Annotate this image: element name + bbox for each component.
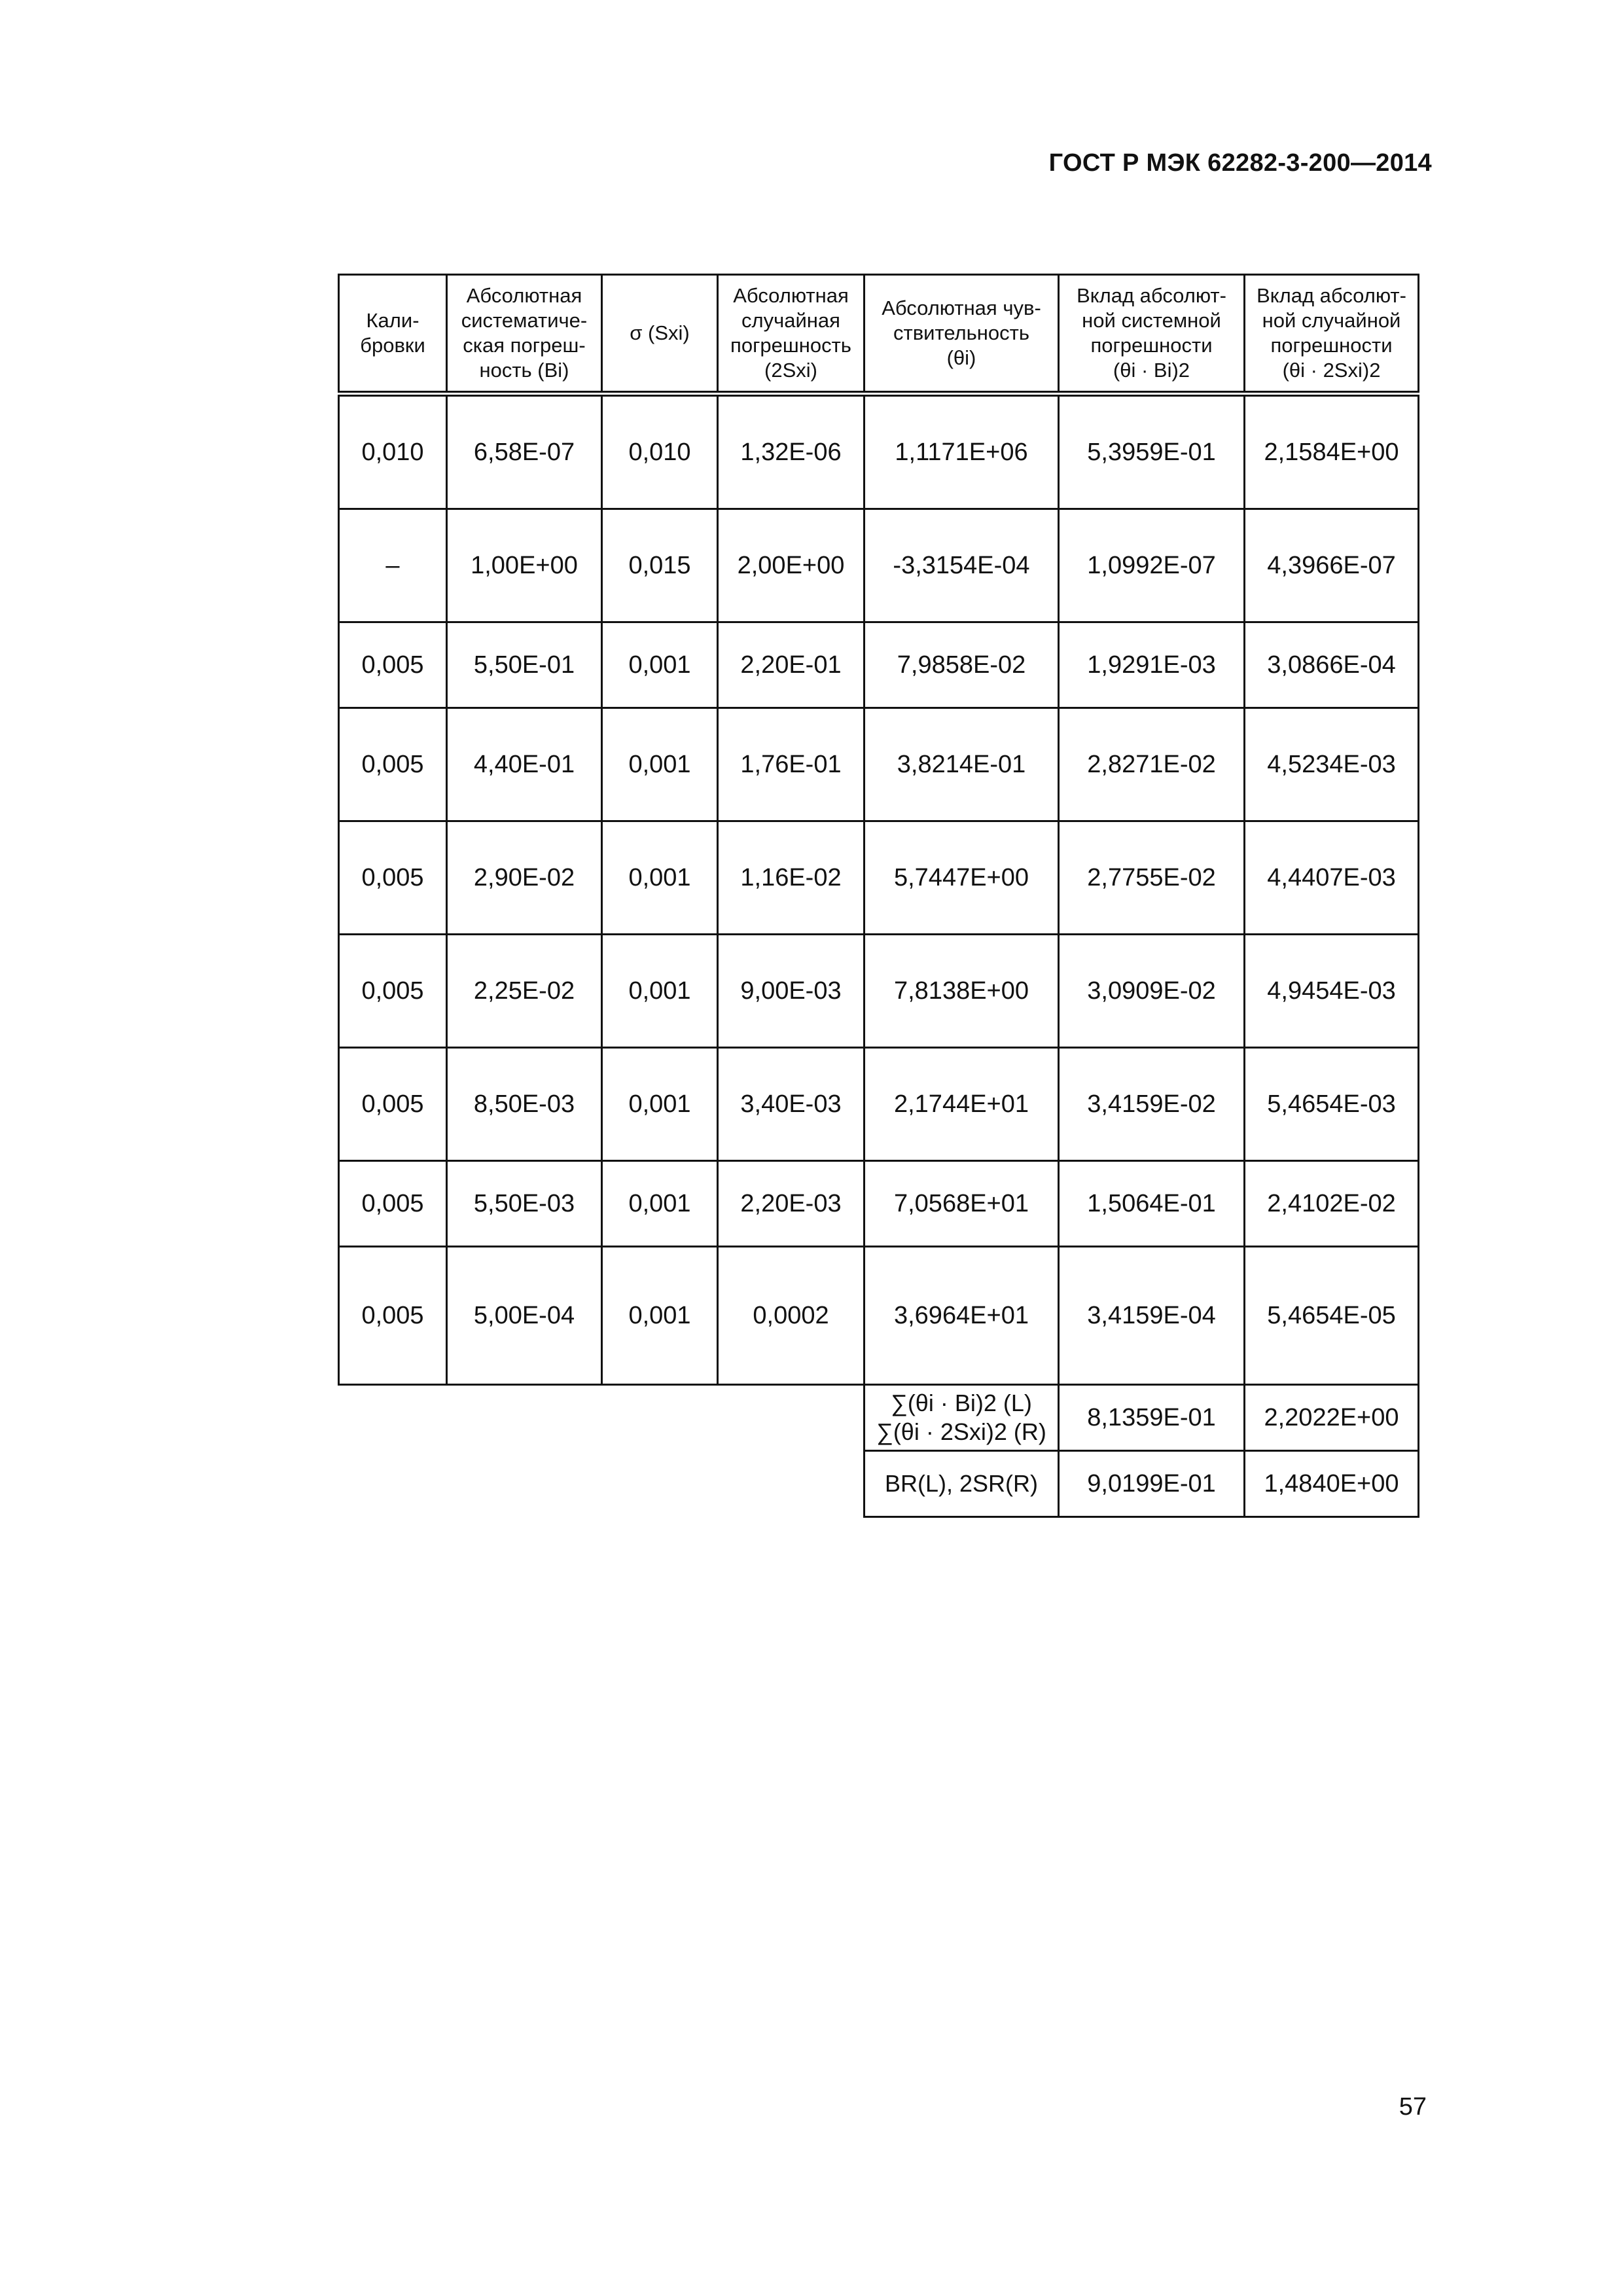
column-header — [865, 275, 1059, 394]
column-header-line: Кали- — [366, 309, 419, 332]
table-body — [339, 275, 1419, 1517]
column-header-line: погрешность — [730, 334, 851, 357]
table-cell: 0,005 — [339, 821, 447, 935]
column-header-line: ность (Bi) — [479, 359, 569, 382]
table-cell: 1,16E-02 — [718, 821, 865, 935]
column-header-line: ствительность — [893, 321, 1029, 344]
table-row — [339, 1048, 1419, 1161]
table-cell: 0,001 — [602, 1161, 718, 1247]
column-header-line: (2Sxi) — [764, 359, 817, 382]
table-cell: 3,0909E-02 — [1059, 935, 1245, 1048]
summary-value: 8,1359E-01 — [1059, 1385, 1245, 1451]
table-cell: 0,0002 — [718, 1247, 865, 1385]
table-cell: 2,4102E-02 — [1245, 1161, 1419, 1247]
table-cell: 5,4654E-03 — [1245, 1048, 1419, 1161]
column-header-line: случайная — [741, 309, 840, 332]
table-cell: 1,0992E-07 — [1059, 509, 1245, 622]
column-header — [1245, 275, 1419, 394]
column-header-line: бровки — [360, 334, 425, 357]
table-cell: 7,8138E+00 — [865, 935, 1059, 1048]
table-row — [339, 1161, 1419, 1247]
column-header-line: ной случайной — [1262, 309, 1401, 332]
summary-blank — [339, 1451, 865, 1517]
table-cell: 2,7755E-02 — [1059, 821, 1245, 935]
table-cell: 4,4407E-03 — [1245, 821, 1419, 935]
column-header-line: систематиче- — [461, 309, 588, 332]
table-cell: – — [339, 509, 447, 622]
table-cell: 0,005 — [339, 1247, 447, 1385]
table-cell: 2,00E+00 — [718, 509, 865, 622]
table-cell: 1,1171E+06 — [865, 394, 1059, 509]
table-cell: 0,005 — [339, 935, 447, 1048]
table-cell: 5,50E-03 — [447, 1161, 602, 1247]
table-cell: 1,76E-01 — [718, 708, 865, 821]
document-header: ГОСТ Р МЭК 62282-3-200—2014 — [1048, 149, 1432, 177]
table-cell: 3,0866E-04 — [1245, 622, 1419, 708]
table-row — [339, 394, 1419, 509]
table-cell: 0,001 — [602, 1247, 718, 1385]
column-header-line: Абсолютная — [733, 284, 849, 307]
table-cell: 2,25E-02 — [447, 935, 602, 1048]
calibration-data-table — [338, 274, 1419, 1518]
table-cell: 5,50E-01 — [447, 622, 602, 708]
table-cell: 5,4654E-05 — [1245, 1247, 1419, 1385]
table-cell: 0,001 — [602, 935, 718, 1048]
table-cell: 0,001 — [602, 1048, 718, 1161]
table-cell: 0,010 — [339, 394, 447, 509]
column-header — [718, 275, 865, 394]
table-cell: 0,001 — [602, 622, 718, 708]
table-cell: 0,005 — [339, 1048, 447, 1161]
column-header — [1059, 275, 1245, 394]
summary-label-line: ∑(θi · Bi)2 (L) — [891, 1390, 1032, 1416]
column-header — [602, 275, 718, 394]
column-header-line: ская погреш- — [463, 334, 586, 357]
table-cell: 0,001 — [602, 708, 718, 821]
column-header-line: ной системной — [1082, 309, 1221, 332]
table-cell: 8,50E-03 — [447, 1048, 602, 1161]
table-cell: 0,001 — [602, 821, 718, 935]
table-cell: 3,6964E+01 — [865, 1247, 1059, 1385]
table-cell: 2,90E-02 — [447, 821, 602, 935]
table-row — [339, 821, 1419, 935]
summary-value: 2,2022E+00 — [1245, 1385, 1419, 1451]
column-header-line: (θi · 2Sxi)2 — [1282, 359, 1381, 382]
table-cell: 0,005 — [339, 622, 447, 708]
column-header-line: погрешности — [1270, 334, 1393, 357]
column-header-line: погрешности — [1090, 334, 1213, 357]
table-cell: 4,40E-01 — [447, 708, 602, 821]
summary-label-line: BR(L), 2SR(R) — [884, 1470, 1039, 1497]
table-cell: 1,32E-06 — [718, 394, 865, 509]
page-number: 57 — [1399, 2093, 1427, 2121]
column-header-line: Абсолютная чув- — [882, 296, 1041, 319]
table-cell: 9,00E-03 — [718, 935, 865, 1048]
table-row — [339, 708, 1419, 821]
table-cell: 5,7447E+00 — [865, 821, 1059, 935]
table-cell: 2,20E-03 — [718, 1161, 865, 1247]
table-cell: 2,20E-01 — [718, 622, 865, 708]
table-cell: 0,015 — [602, 509, 718, 622]
column-header-line: σ (Sxi) — [630, 321, 690, 344]
table-cell: 3,40E-03 — [718, 1048, 865, 1161]
table-row — [339, 622, 1419, 708]
table-cell: 3,4159E-04 — [1059, 1247, 1245, 1385]
table-cell: 1,5064E-01 — [1059, 1161, 1245, 1247]
table-cell: 2,1584E+00 — [1245, 394, 1419, 509]
table-cell: 2,8271E-02 — [1059, 708, 1245, 821]
table-cell: 4,3966E-07 — [1245, 509, 1419, 622]
table-cell: 1,9291E-03 — [1059, 622, 1245, 708]
table-row — [339, 1247, 1419, 1385]
table-cell: 4,5234E-03 — [1245, 708, 1419, 821]
summary-label-line: ∑(θi · 2Sxi)2 (R) — [876, 1418, 1046, 1445]
column-header-line: (θi · Bi)2 — [1113, 359, 1190, 382]
table-header-row — [339, 275, 1419, 394]
summary-blank — [339, 1385, 865, 1451]
table-cell: 7,0568E+01 — [865, 1161, 1059, 1247]
column-header-line: (θi) — [946, 346, 976, 369]
summary-value: 1,4840E+00 — [1245, 1451, 1419, 1517]
table-cell: -3,3154E-04 — [865, 509, 1059, 622]
table-cell: 0,005 — [339, 1161, 447, 1247]
table-cell: 4,9454E-03 — [1245, 935, 1419, 1048]
summary-value: 9,0199E-01 — [1059, 1451, 1245, 1517]
summary-row — [339, 1451, 1419, 1517]
table-cell: 0,005 — [339, 708, 447, 821]
column-header-line: Вклад абсолют- — [1077, 284, 1226, 307]
table-row — [339, 509, 1419, 622]
table-row — [339, 935, 1419, 1048]
table-cell: 7,9858E-02 — [865, 622, 1059, 708]
table-cell: 6,58E-07 — [447, 394, 602, 509]
table-cell: 5,00E-04 — [447, 1247, 602, 1385]
column-header-line: Вклад абсолют- — [1257, 284, 1406, 307]
table-cell: 1,00E+00 — [447, 509, 602, 622]
column-header — [339, 275, 447, 394]
table-cell: 0,010 — [602, 394, 718, 509]
table-cell: 3,4159E-02 — [1059, 1048, 1245, 1161]
table-cell: 5,3959E-01 — [1059, 394, 1245, 509]
column-header — [447, 275, 602, 394]
table-cell: 2,1744E+01 — [865, 1048, 1059, 1161]
table-cell: 3,8214E-01 — [865, 708, 1059, 821]
summary-row — [339, 1385, 1419, 1451]
summary-label — [865, 1385, 1059, 1451]
column-header-line: Абсолютная — [466, 284, 582, 307]
summary-label — [865, 1451, 1059, 1517]
